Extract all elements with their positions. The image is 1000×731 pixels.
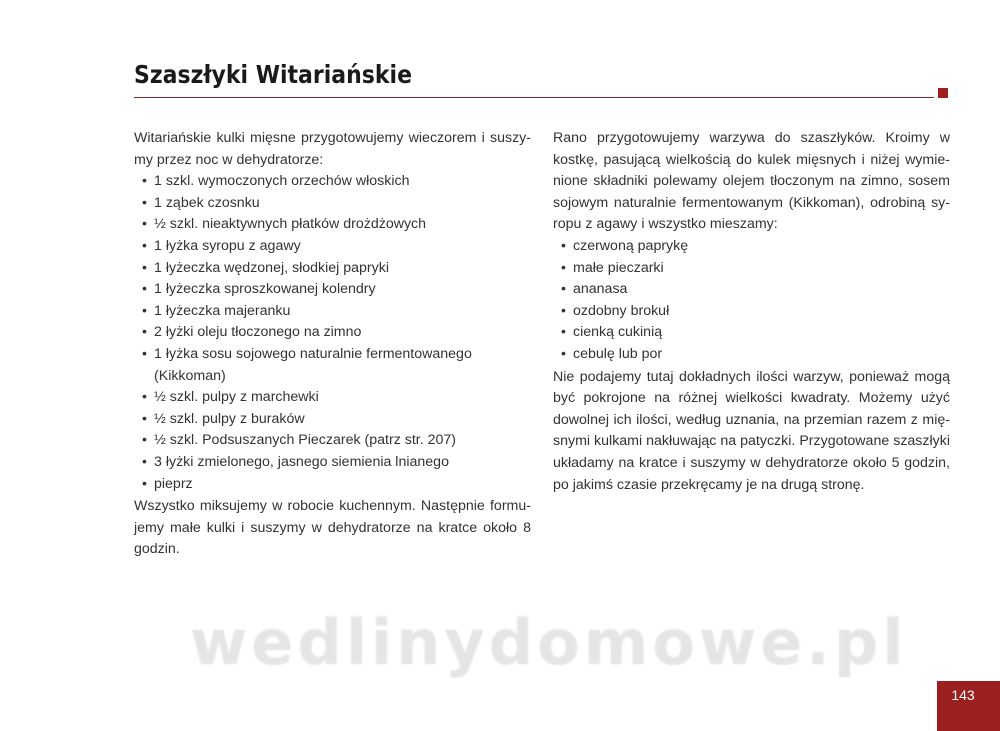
bullet-icon: •: [561, 302, 566, 319]
right-outro-paragraph: Nie podajemy tutaj dokładnych ilości warzyw, ponieważ mogą być pokrojone na różnej wielkości kwadraty. Możemy użyć dowolnej ich ilości, według uznania, na przemian razem z mięsnymi kulkami nakłuwając na patyczki. Przygotowane szaszłyki układamy na kratce i suszymy w dehydratorze około 5 godzin, po jakimś czasie przekręcamy je na drugą stronę.: [553, 368, 950, 493]
list-item: • ½ szkl. pulpy z buraków: [142, 409, 531, 431]
right-intro-paragraph: Rano przygotowujemy warzywa do szaszłyków. Kroimy w kostkę, pasującą wielkością do kulek mięsnych i niżej wymienione składniki polewamy olejem tłoczonym na zimno, sosem sojowym naturalnie fermentowanym (Kikkoman), odrobiną syropu z agawy i wszystko mieszamy:: [553, 130, 950, 233]
right-column: [553, 128, 950, 496]
bullet-icon: •: [561, 281, 566, 298]
bullet-icon: •: [142, 410, 147, 427]
list-item: • 2 łyżki oleju tłoczonego na zimno: [142, 322, 531, 344]
vegetables-list: [553, 236, 950, 366]
bullet-icon: •: [561, 259, 566, 276]
bullet-icon: •: [142, 281, 147, 298]
page-title: Szaszłyki Witariańskie: [134, 60, 412, 89]
list-item: • cienką cukinią: [561, 322, 950, 344]
list-item: • ozdobny brokuł: [561, 301, 950, 323]
left-intro-paragraph: Witariańskie kulki mięsne przygotowujemy wieczorem i suszymy przez noc w dehydratorze:: [134, 130, 531, 168]
bullet-icon: •: [142, 302, 147, 319]
bullet-icon: •: [561, 324, 566, 341]
title-divider: [134, 97, 934, 98]
bullet-icon: •: [561, 345, 566, 362]
bullet-icon: •: [142, 259, 147, 276]
left-column: [134, 128, 531, 561]
list-item: • małe pieczarki: [561, 258, 950, 280]
list-item: • ½ szkl. pulpy z marchewki: [142, 387, 531, 409]
list-item: • cebulę lub por: [561, 344, 950, 366]
watermark: wedlinydomowe.pl: [190, 606, 908, 679]
bullet-icon: •: [142, 345, 147, 362]
page-number-box: [937, 681, 1000, 731]
list-item: • 1 ząbek czosnku: [142, 193, 531, 215]
list-item: • 3 łyżki zmielonego, jasnego siemienia lnianego: [142, 452, 531, 474]
list-item: • czerwoną paprykę: [561, 236, 950, 258]
ingredients-list: [134, 171, 531, 495]
bullet-icon: •: [142, 237, 147, 254]
list-item: • 1 łyżka sosu sojowego naturalnie fermentowanego (Kikkoman): [142, 345, 472, 384]
bullet-icon: •: [142, 324, 147, 341]
list-item: • ananasa: [561, 279, 950, 301]
bullet-icon: •: [142, 173, 147, 190]
list-item: • ½ szkl. nieaktywnych płatków drożdżowych: [142, 214, 531, 236]
left-outro-paragraph: Wszystko miksujemy w robocie kuchennym. Następnie formujemy małe kulki i suszymy w dehydratorze na kratce około 8 godzin.: [134, 498, 531, 558]
bullet-icon: •: [142, 453, 147, 470]
bullet-icon: •: [142, 216, 147, 233]
title-accent-square: [938, 88, 948, 98]
list-item: • 1 łyżka syropu z agawy: [142, 236, 531, 258]
list-item: • 1 łyżeczka wędzonej, słodkiej papryki: [142, 258, 531, 280]
bullet-icon: •: [142, 432, 147, 449]
bullet-icon: •: [142, 475, 147, 492]
list-item: • pieprz: [142, 474, 531, 496]
bullet-icon: •: [142, 194, 147, 211]
list-item: • 1 szkl. wymoczonych orzechów włoskich: [142, 171, 531, 193]
bullet-icon: •: [561, 237, 566, 254]
list-item: • 1 łyżeczka majeranku: [142, 301, 531, 323]
page-number: 143: [951, 687, 975, 703]
list-item: • 1 łyżeczka sproszkowanej kolendry: [142, 279, 531, 301]
bullet-icon: •: [142, 389, 147, 406]
list-item: • ½ szkl. Podsuszanych Pieczarek (patrz str. 207): [142, 430, 531, 452]
